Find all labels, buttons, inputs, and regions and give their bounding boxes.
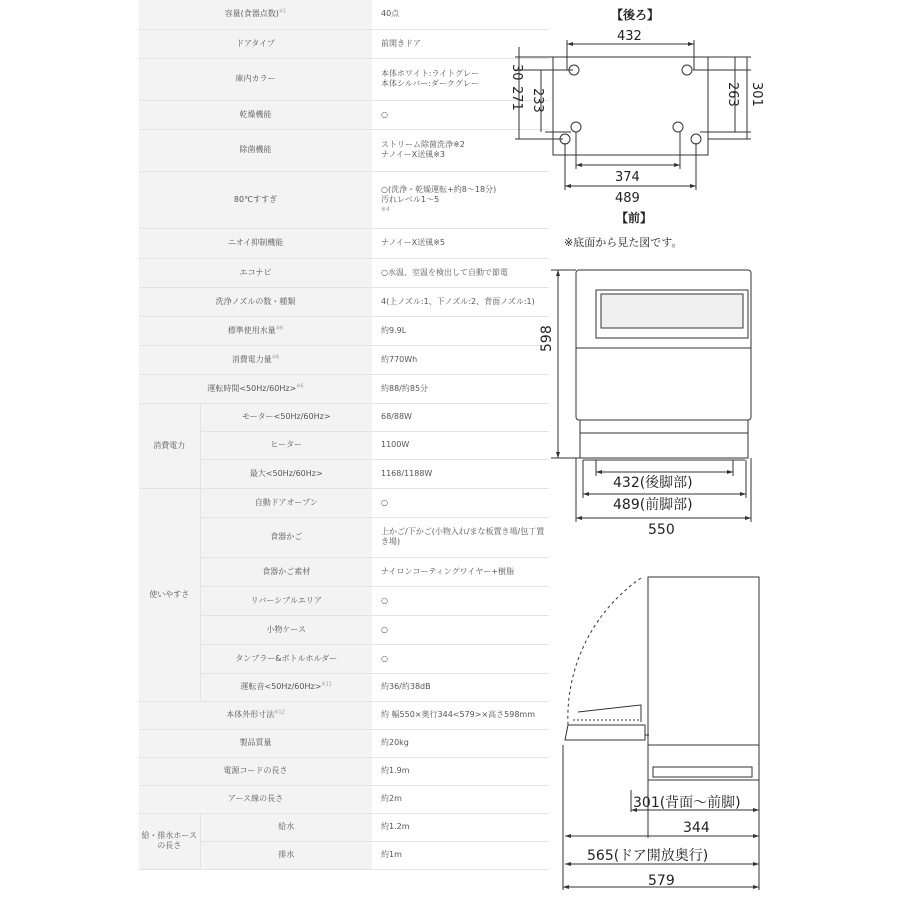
spec-row [139, 785, 549, 813]
spec-label-text: 製品質量 [239, 738, 272, 747]
spec-row [139, 258, 549, 287]
spec-label-text: 小物ケース [266, 624, 307, 634]
spec-row [139, 615, 549, 644]
spec-group-label: 消費電力 [139, 403, 200, 488]
spec-value [372, 0, 549, 29]
spec-row [139, 488, 549, 517]
dim-side-door-open: 565(ドア開放奥行) [587, 848, 709, 864]
spec-value-line: 上かご/下かご(小物入れ/まな板置き場/包丁置 [381, 527, 545, 536]
front-title: 【前】 [616, 211, 653, 225]
spec-row [139, 345, 549, 374]
door-swing-arc [568, 578, 641, 725]
spec-value-line: 約770Wh [381, 354, 418, 364]
foot-fr [691, 134, 701, 144]
spec-row [139, 757, 549, 785]
spec-row [139, 701, 549, 729]
spec-label [139, 757, 372, 785]
spec-value-line: ○(洗浄・乾燥運転+約8～18分) [381, 184, 497, 194]
spec-label-text: 電源コードの長さ [223, 766, 288, 775]
spec-value [372, 316, 549, 345]
dim-feet-rear: 432(後脚部) [613, 475, 693, 491]
spec-label-text: アース線の長さ [227, 794, 284, 803]
spec-value-line: 約9.9L [381, 325, 407, 335]
spec-label-text: 80℃すすぎ [233, 194, 278, 204]
spec-value-line: 汚れレベル1～5 [381, 194, 440, 204]
spec-value [372, 517, 549, 557]
spec-label [200, 488, 372, 517]
spec-row [139, 517, 549, 557]
spec-row [139, 228, 549, 258]
spec-label [200, 644, 372, 673]
spec-label-text: 運転音<50Hz/60Hz> [240, 682, 322, 691]
dim-front-width: 550 [648, 522, 675, 538]
spec-row [139, 374, 549, 403]
spec-value-line: 約2m [381, 794, 402, 803]
spec-value [372, 488, 549, 517]
spec-value [372, 841, 549, 869]
spec-label-text: 最大<50Hz/60Hz> [249, 468, 323, 478]
dim-left-inner: 233 [530, 88, 545, 113]
spec-label-text: モーター<50Hz/60Hz> [241, 412, 331, 421]
spec-value [372, 287, 549, 316]
spec-label-text: 食器かご [270, 532, 303, 541]
spec-value-line: 約36/約38dB [381, 682, 431, 691]
footnote-mark: ※6 [271, 353, 280, 360]
spec-label-text: ニオイ抑制機能 [227, 238, 284, 247]
spec-label [200, 615, 372, 644]
spec-table [139, 0, 549, 870]
spec-value [372, 785, 549, 813]
spec-label [200, 673, 372, 701]
spec-label [139, 701, 372, 729]
spec-value [372, 129, 549, 171]
spec-row [139, 129, 549, 171]
dim-side-total: 579 [648, 873, 675, 889]
spec-row [139, 644, 549, 673]
spec-label [139, 258, 372, 287]
spec-value [372, 673, 549, 701]
footnote-mark: ※6 [296, 382, 304, 389]
spec-value [372, 29, 549, 58]
spec-label-text: エコナビ [239, 267, 272, 277]
spec-label [139, 345, 372, 374]
dim-left-outer: 271 [509, 86, 524, 111]
spec-label-text: 本体外形寸法 [226, 710, 275, 719]
spec-value [372, 228, 549, 258]
foot-fl2 [571, 122, 581, 132]
spec-value [372, 258, 549, 287]
spec-value [372, 729, 549, 757]
spec-value [372, 757, 549, 785]
spec-label [139, 228, 372, 258]
spec-label-text: 消費電力量 [231, 354, 272, 364]
spec-label [200, 557, 372, 586]
spec-label-text: 乾燥機能 [239, 109, 272, 119]
spec-row [139, 171, 549, 228]
spec-row [139, 673, 549, 701]
spec-label [139, 785, 372, 813]
spec-label [139, 100, 372, 129]
spec-value [372, 615, 549, 644]
spec-value-line: ナノイーX送風※5 [381, 238, 445, 247]
foot-rr [682, 65, 692, 75]
spec-value-line: 68/88W [381, 412, 412, 421]
spec-value-line: 約20kg [381, 738, 409, 747]
spec-label-text: ヒーター [270, 440, 303, 449]
spec-row [139, 100, 549, 129]
spec-value [372, 431, 549, 459]
spec-row [139, 557, 549, 586]
spec-group-label: 給・排水ホースの長さ [139, 813, 200, 869]
spec-label [200, 517, 372, 557]
front-body [576, 270, 751, 420]
dimension-drawing [509, 0, 900, 900]
spec-value-line: 1100W [381, 440, 410, 449]
spec-label-text: タンブラー&ボトルホルダー [235, 653, 338, 663]
spec-value-line: 1168/1188W [381, 468, 433, 478]
footnote-mark: ※11 [321, 681, 332, 688]
spec-value-line: ○ [381, 497, 388, 507]
open-door [565, 725, 645, 740]
spec-label [139, 374, 372, 403]
spec-value [372, 171, 549, 228]
spec-label [139, 316, 372, 345]
spec-value-line: 40点 [381, 9, 400, 19]
dim-right-outer: 301 [749, 82, 764, 107]
spec-label [139, 729, 372, 757]
spec-label-text: ドアタイプ [236, 38, 275, 48]
spec-value [372, 345, 549, 374]
spec-value-line: ○ [381, 595, 388, 605]
spec-value [372, 374, 549, 403]
spec-label [200, 431, 372, 459]
spec-value-line: 前開きドア [381, 38, 421, 48]
footnote-mark: ※6 [275, 324, 284, 331]
spec-row [139, 586, 549, 615]
spec-value-line: 約 幅550×奥行344<579>×高さ598mm [381, 710, 536, 719]
spec-group-label: 使いやすさ [139, 488, 200, 701]
spec-value-line: 約88/約85分 [381, 383, 429, 393]
spec-label [139, 129, 372, 171]
spec-label [139, 29, 372, 58]
spec-label [139, 0, 372, 29]
spec-value-line: ナノイーX送風※3 [381, 150, 445, 159]
spec-row [139, 459, 549, 488]
spec-label-text: 運転時間<50Hz/60Hz> [207, 383, 297, 393]
spec-label [139, 287, 372, 316]
dim-feet-front: 489(前脚部) [613, 497, 693, 513]
spec-value-line: 本体ホワイト:ライトグレー [381, 69, 480, 78]
spec-label [200, 813, 372, 841]
bottom-note: ※底面から見た図です。 [564, 236, 683, 249]
spec-label-text: 洗浄ノズルの数・種類 [215, 296, 296, 306]
spec-row [139, 403, 549, 431]
spec-label-text: 自動ドアオープン [254, 497, 318, 507]
spec-row [139, 841, 549, 869]
spec-value-line: 約1.9m [381, 766, 410, 775]
spec-value-line: 約1.2m [381, 822, 410, 831]
spec-value [372, 644, 549, 673]
dim-right-inner: 263 [725, 82, 740, 107]
spec-label-text: 容量(食器点数) [224, 9, 279, 19]
spec-value-line: ○水温、室温を検出して自動で節電 [381, 267, 508, 277]
spec-value-line: 本体シルバー:ダークグレー [381, 79, 479, 88]
dim-front-height: 598 [539, 325, 555, 352]
side-body [648, 577, 759, 780]
dim-rear-width: 432 [617, 29, 642, 44]
spec-label-text: 庫内カラー [235, 74, 276, 83]
spec-value [372, 459, 549, 488]
spec-value-line: ナイロンコーティングワイヤー+樹脂 [381, 566, 515, 576]
dim-side-back-front: 301(背面～前脚) [633, 795, 741, 811]
spec-value-note: ※4 [381, 205, 390, 213]
spec-row [139, 813, 549, 841]
spec-row [139, 316, 549, 345]
spec-row [139, 58, 549, 100]
dim-side-depth: 344 [683, 820, 710, 836]
foot-fr2 [673, 122, 683, 132]
spec-label [200, 403, 372, 431]
spec-label-text: 除菌機能 [239, 145, 272, 154]
spec-value-line: 約1m [381, 850, 402, 859]
spec-label-text: 排水 [278, 850, 295, 859]
spec-value [372, 403, 549, 431]
spec-label-text: 標準使用水量 [227, 325, 276, 335]
spec-value-line: ○ [381, 624, 388, 634]
spec-label [139, 58, 372, 100]
rear-title: 【後ろ】 [611, 8, 660, 22]
spec-row [139, 29, 549, 58]
spec-label [200, 586, 372, 615]
spec-label-text: 給水 [278, 822, 295, 831]
spec-label [139, 171, 372, 228]
dim-rear-total: 489 [615, 191, 640, 206]
dim-left-top: 30 [509, 64, 524, 81]
spec-row [139, 431, 549, 459]
dim-rear-inner: 374 [615, 170, 640, 185]
spec-row [139, 729, 549, 757]
footnote-mark: ※1 [278, 8, 287, 15]
spec-label-text: 食器かご素材 [262, 566, 311, 576]
spec-label [200, 841, 372, 869]
spec-value-line: 4(上ノズル:1、下ノズル:2、背面ノズル:1) [381, 296, 535, 306]
spec-value-line: き場) [381, 537, 401, 546]
spec-label [200, 459, 372, 488]
spec-value [372, 813, 549, 841]
spec-value-line: ○ [381, 109, 388, 119]
footnote-mark: ※12 [274, 709, 285, 716]
spec-row [139, 0, 549, 29]
spec-value [372, 557, 549, 586]
spec-value-line: ストリーム除菌洗浄※2 [381, 140, 465, 149]
spec-label-text: リバーシブルエリア [250, 595, 322, 605]
spec-value [372, 586, 549, 615]
spec-value-line: ○ [381, 653, 388, 663]
spec-row [139, 287, 549, 316]
spec-value [372, 701, 549, 729]
